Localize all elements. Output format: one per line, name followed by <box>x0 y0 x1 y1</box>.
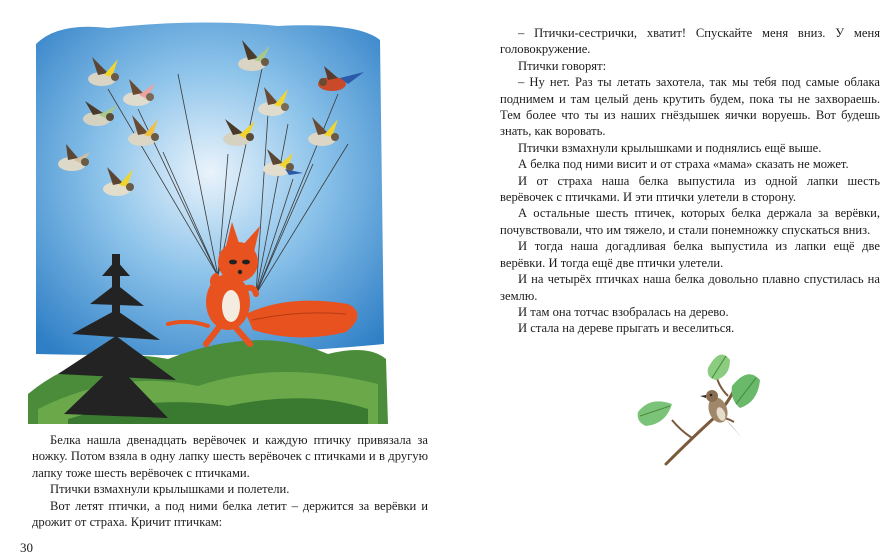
squirrel-birds-illustration <box>28 14 388 424</box>
paragraph: Птички взмахнули крылышками и поднялись ещё выше. <box>518 140 822 155</box>
paragraph: И на четырёх птичках наша белка довольно плавно спустилась на землю. <box>500 272 880 303</box>
paragraph: Вот летят птички, а под ними белка летит – держится за верёвки и дрожит от страха. Кричит птичкам: <box>32 498 428 530</box>
paragraph: Белка нашла двенадцать верёвочек и каждую птичку привязала за ножку. Потом взяла в одну лапку шесть верёвочек с птичками и в другую лапку тоже шесть верёвочек с птичками. <box>32 433 428 480</box>
paragraph: И там она тотчас взобралась на дерево. <box>518 304 729 319</box>
paragraph: А остальные шесть птичек, которых белка держала за верёвки, почувствовали, что им тяжело, и стали понемножку спускаться вниз. <box>500 206 880 237</box>
paragraph: – Птички-сестрички, хватит! Спускайте меня вниз. У меня головокружение. <box>500 26 880 57</box>
paragraph: А белка под ними висит и от страха «мама» сказать не может. <box>518 157 849 172</box>
bird-on-branch-illustration <box>632 346 764 470</box>
paragraph: Птички говорят: <box>518 58 607 73</box>
paragraph: И тогда наша догадливая белка выпустила из лапки ещё две верёвки. И тогда ещё две птички улетели. <box>500 239 880 270</box>
paragraph: – Ну нет. Раз ты летать захотела, так мы тебя под самые облака поднимем и там целый день крутить будем, пока ты не захвораешь. Тем более что ты из наших гнёздышек яички воруешь. Вот будешь знать, как воровать. <box>500 75 880 139</box>
paragraph: Птички взмахнули крылышками и полетели. <box>50 482 290 497</box>
main-illustration <box>28 14 388 424</box>
branch-svg <box>632 346 764 470</box>
page-number: 30 <box>20 540 33 555</box>
left-page-text <box>32 432 428 530</box>
right-page-text <box>500 25 880 337</box>
paragraph: И стала на дереве прыгать и веселиться. <box>518 321 735 336</box>
paragraph: И от страха наша белка выпустила из одной лапки шесть верёвочек с птичками. И эти птички улетели в сторону. <box>500 173 880 205</box>
